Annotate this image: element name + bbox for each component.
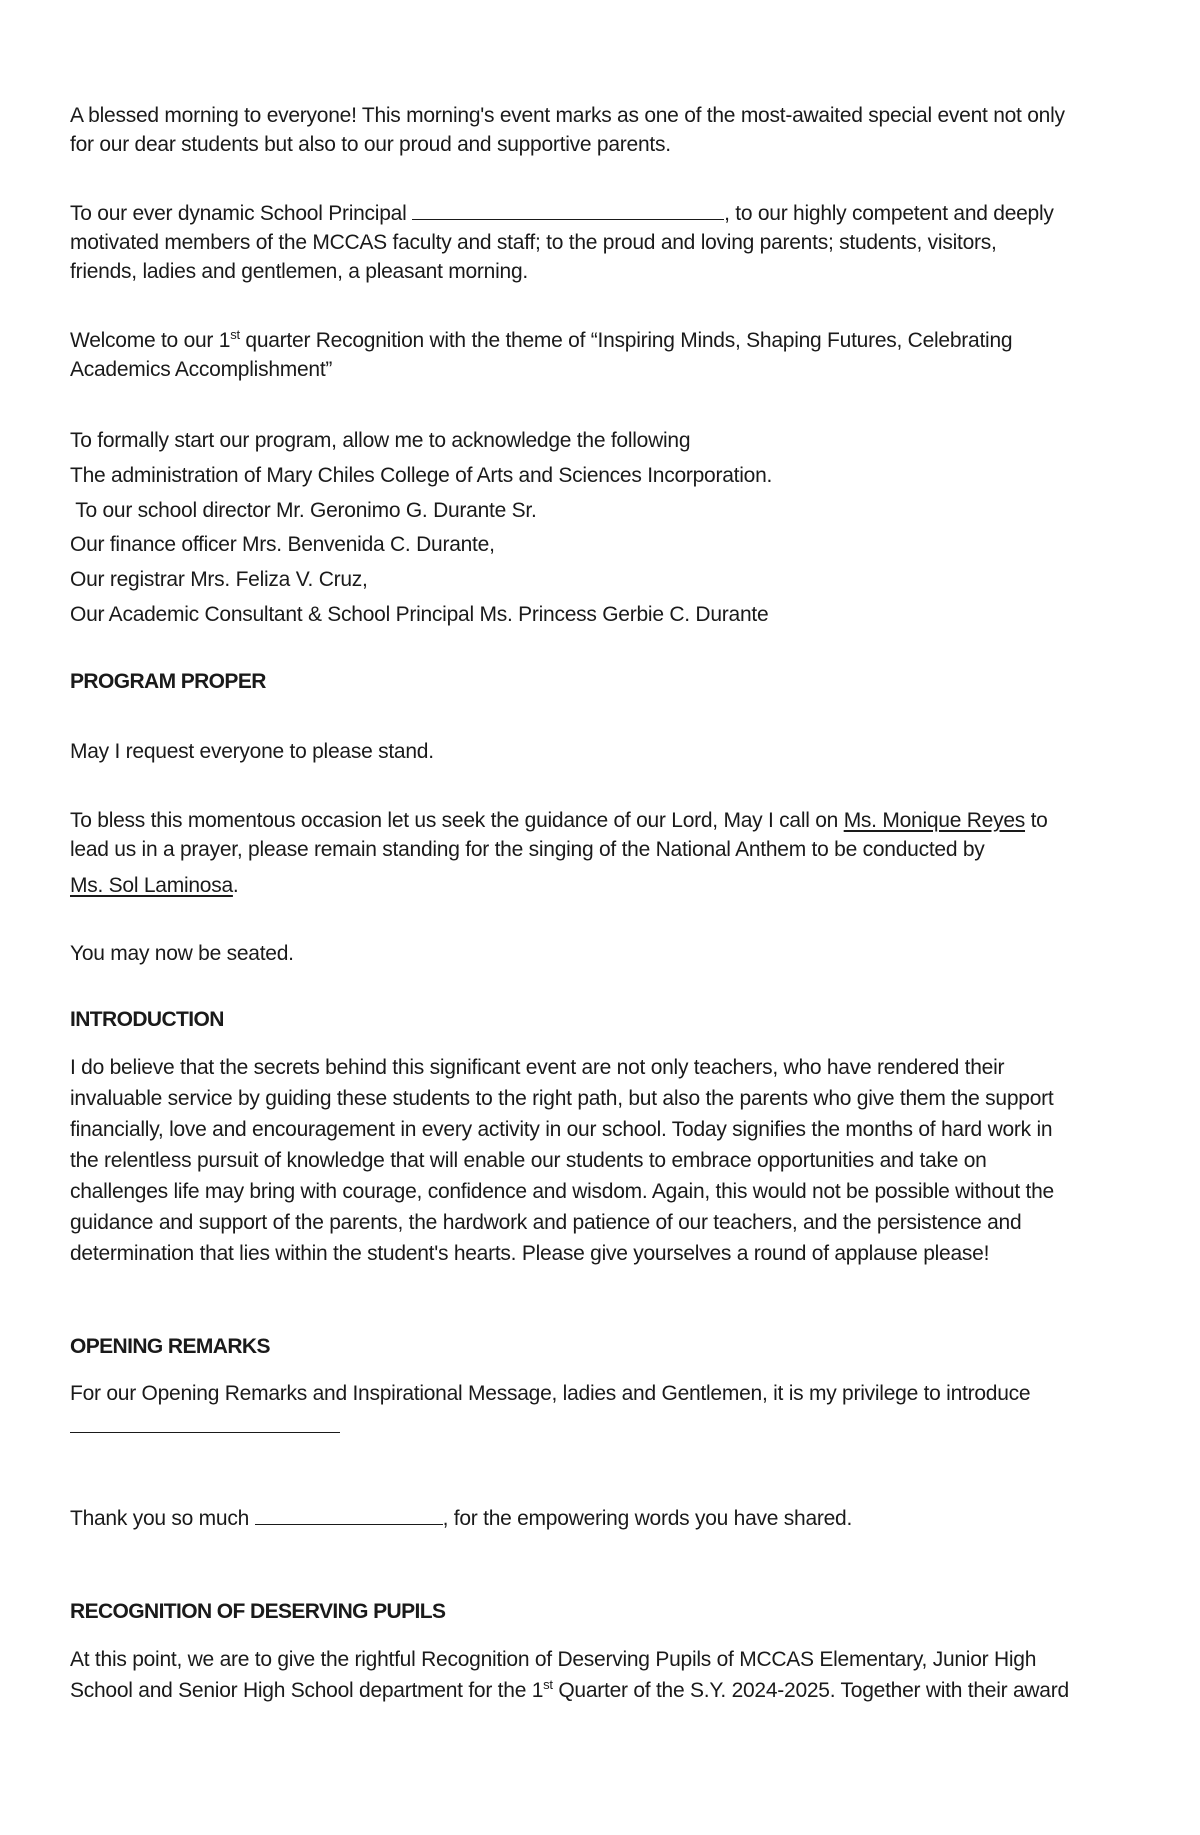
greeting-line-3: friends, ladies and gentlemen, a pleasant morning. bbox=[70, 260, 528, 283]
greeting-paragraph bbox=[70, 199, 1140, 286]
prayer-text-post: to bbox=[1025, 809, 1048, 832]
anthem-conductor-name: Ms. Sol Laminosa bbox=[70, 874, 233, 897]
introduction-line: financially, love and encouragement in every activity in our school. Today signifies the months of hard work in bbox=[70, 1118, 1053, 1141]
opening-remarks-heading: OPENING REMARKS bbox=[70, 1335, 270, 1358]
welcome-text-pre: Welcome to our 1 bbox=[70, 329, 231, 352]
prayer-line-3 bbox=[70, 871, 1140, 900]
intro-line-2: for our dear students but also to our proud and supportive parents. bbox=[70, 133, 671, 156]
opening-remarks-paragraph bbox=[70, 1379, 1140, 1441]
recognition-text-pre: School and Senior High School department for the 1 bbox=[70, 1679, 544, 1702]
acknowledge-item: To our school director Mr. Geronimo G. Durante Sr. bbox=[70, 498, 537, 522]
recognition-ordinal-suffix: st bbox=[543, 1677, 553, 1692]
prayer-leader-name: Ms. Monique Reyes bbox=[843, 809, 1026, 832]
speaker-name-blank bbox=[70, 1412, 340, 1433]
acknowledge-item: The administration of Mary Chiles College of Arts and Sciences Incorporation. bbox=[70, 463, 773, 487]
introduction-paragraph bbox=[70, 1052, 1140, 1269]
welcome-line-2: Academics Accomplishment” bbox=[70, 358, 333, 381]
prayer-paragraph bbox=[70, 806, 1140, 900]
opening-line-2 bbox=[70, 1412, 1140, 1441]
recognition-text-post: Quarter of the S.Y. 2024-2025. Together with their award bbox=[552, 1679, 1069, 1702]
recognition-line-2 bbox=[70, 1675, 1140, 1706]
welcome-line-1 bbox=[70, 326, 1140, 355]
intro-paragraph bbox=[70, 101, 1140, 159]
greeting-line-1 bbox=[70, 199, 1140, 228]
introduction-line: challenges life may bring with courage, confidence and wisdom. Again, this would not be possible without the bbox=[70, 1180, 1054, 1203]
recognition-heading: RECOGNITION OF DESERVING PUPILS bbox=[70, 1600, 446, 1623]
thanks-line bbox=[70, 1504, 1140, 1533]
greeting-line-2: motivated members of the MCCAS faculty and staff; to the proud and loving parents; students, visitors, bbox=[70, 231, 997, 254]
introduction-heading: INTRODUCTION bbox=[70, 1008, 224, 1031]
greeting-text-pre: To our ever dynamic School Principal bbox=[70, 202, 413, 225]
introduction-line: guidance and support of the parents, the hardwork and patience of our teachers, and the persistence and bbox=[70, 1211, 1022, 1234]
introduction-line: the relentless pursuit of knowledge that will enable our students to embrace opportunities and take on bbox=[70, 1149, 987, 1172]
prayer-line-2: lead us in a prayer, please remain standing for the singing of the National Anthem to be conducted by bbox=[70, 838, 985, 861]
prayer-line-1 bbox=[70, 806, 1140, 835]
welcome-text-post: quarter Recognition with the theme of “Inspiring Minds, Shaping Futures, Celebrating bbox=[239, 329, 1013, 352]
principal-name-blank bbox=[412, 199, 724, 220]
intro-line-1: A blessed morning to everyone! This morning's event marks as one of the most-awaited special event not only bbox=[70, 104, 1065, 127]
program-proper-heading: PROGRAM PROPER bbox=[70, 670, 266, 693]
introduction-line: I do believe that the secrets behind this significant event are not only teachers, who have rendered their bbox=[70, 1056, 1005, 1079]
recognition-line-1: At this point, we are to give the rightful Recognition of Deserving Pupils of MCCAS Elementary, Junior High bbox=[70, 1648, 1037, 1671]
thanks-text-post: , for the empowering words you have shared. bbox=[442, 1507, 853, 1530]
thanks-name-blank bbox=[255, 1504, 443, 1525]
thanks-text-pre: Thank you so much bbox=[70, 1507, 255, 1530]
introduction-line: invaluable service by guiding these students to the right path, but also the parents who give them the support bbox=[70, 1087, 1054, 1110]
acknowledge-item: Our registrar Mrs. Feliza V. Cruz, bbox=[70, 568, 368, 592]
acknowledge-list bbox=[70, 424, 1140, 633]
stand-request: May I request everyone to please stand. bbox=[70, 740, 434, 763]
prayer-line-3-period: . bbox=[232, 874, 239, 897]
acknowledge-lead: To formally start our program, allow me to acknowledge the following bbox=[70, 429, 691, 452]
document-page bbox=[70, 0, 1140, 1835]
acknowledge-item: Our Academic Consultant & School Principal Ms. Princess Gerbie C. Durante bbox=[70, 602, 769, 626]
acknowledge-item: Our finance officer Mrs. Benvenida C. Durante, bbox=[70, 533, 495, 557]
greeting-text-post: , to our highly competent and deeply bbox=[724, 202, 1054, 225]
introduction-line: determination that lies within the student's hearts. Please give yourselves a round of applause please! bbox=[70, 1242, 990, 1265]
prayer-text-pre: To bless this momentous occasion let us seek the guidance of our Lord, May I call on bbox=[70, 809, 844, 832]
welcome-paragraph bbox=[70, 326, 1140, 384]
seated-instruction: You may now be seated. bbox=[70, 942, 294, 965]
recognition-paragraph bbox=[70, 1644, 1140, 1706]
opening-line-1: For our Opening Remarks and Inspirational Message, ladies and Gentlemen, it is my privilege to introduce bbox=[70, 1382, 1031, 1405]
welcome-ordinal-suffix: st bbox=[230, 327, 240, 342]
